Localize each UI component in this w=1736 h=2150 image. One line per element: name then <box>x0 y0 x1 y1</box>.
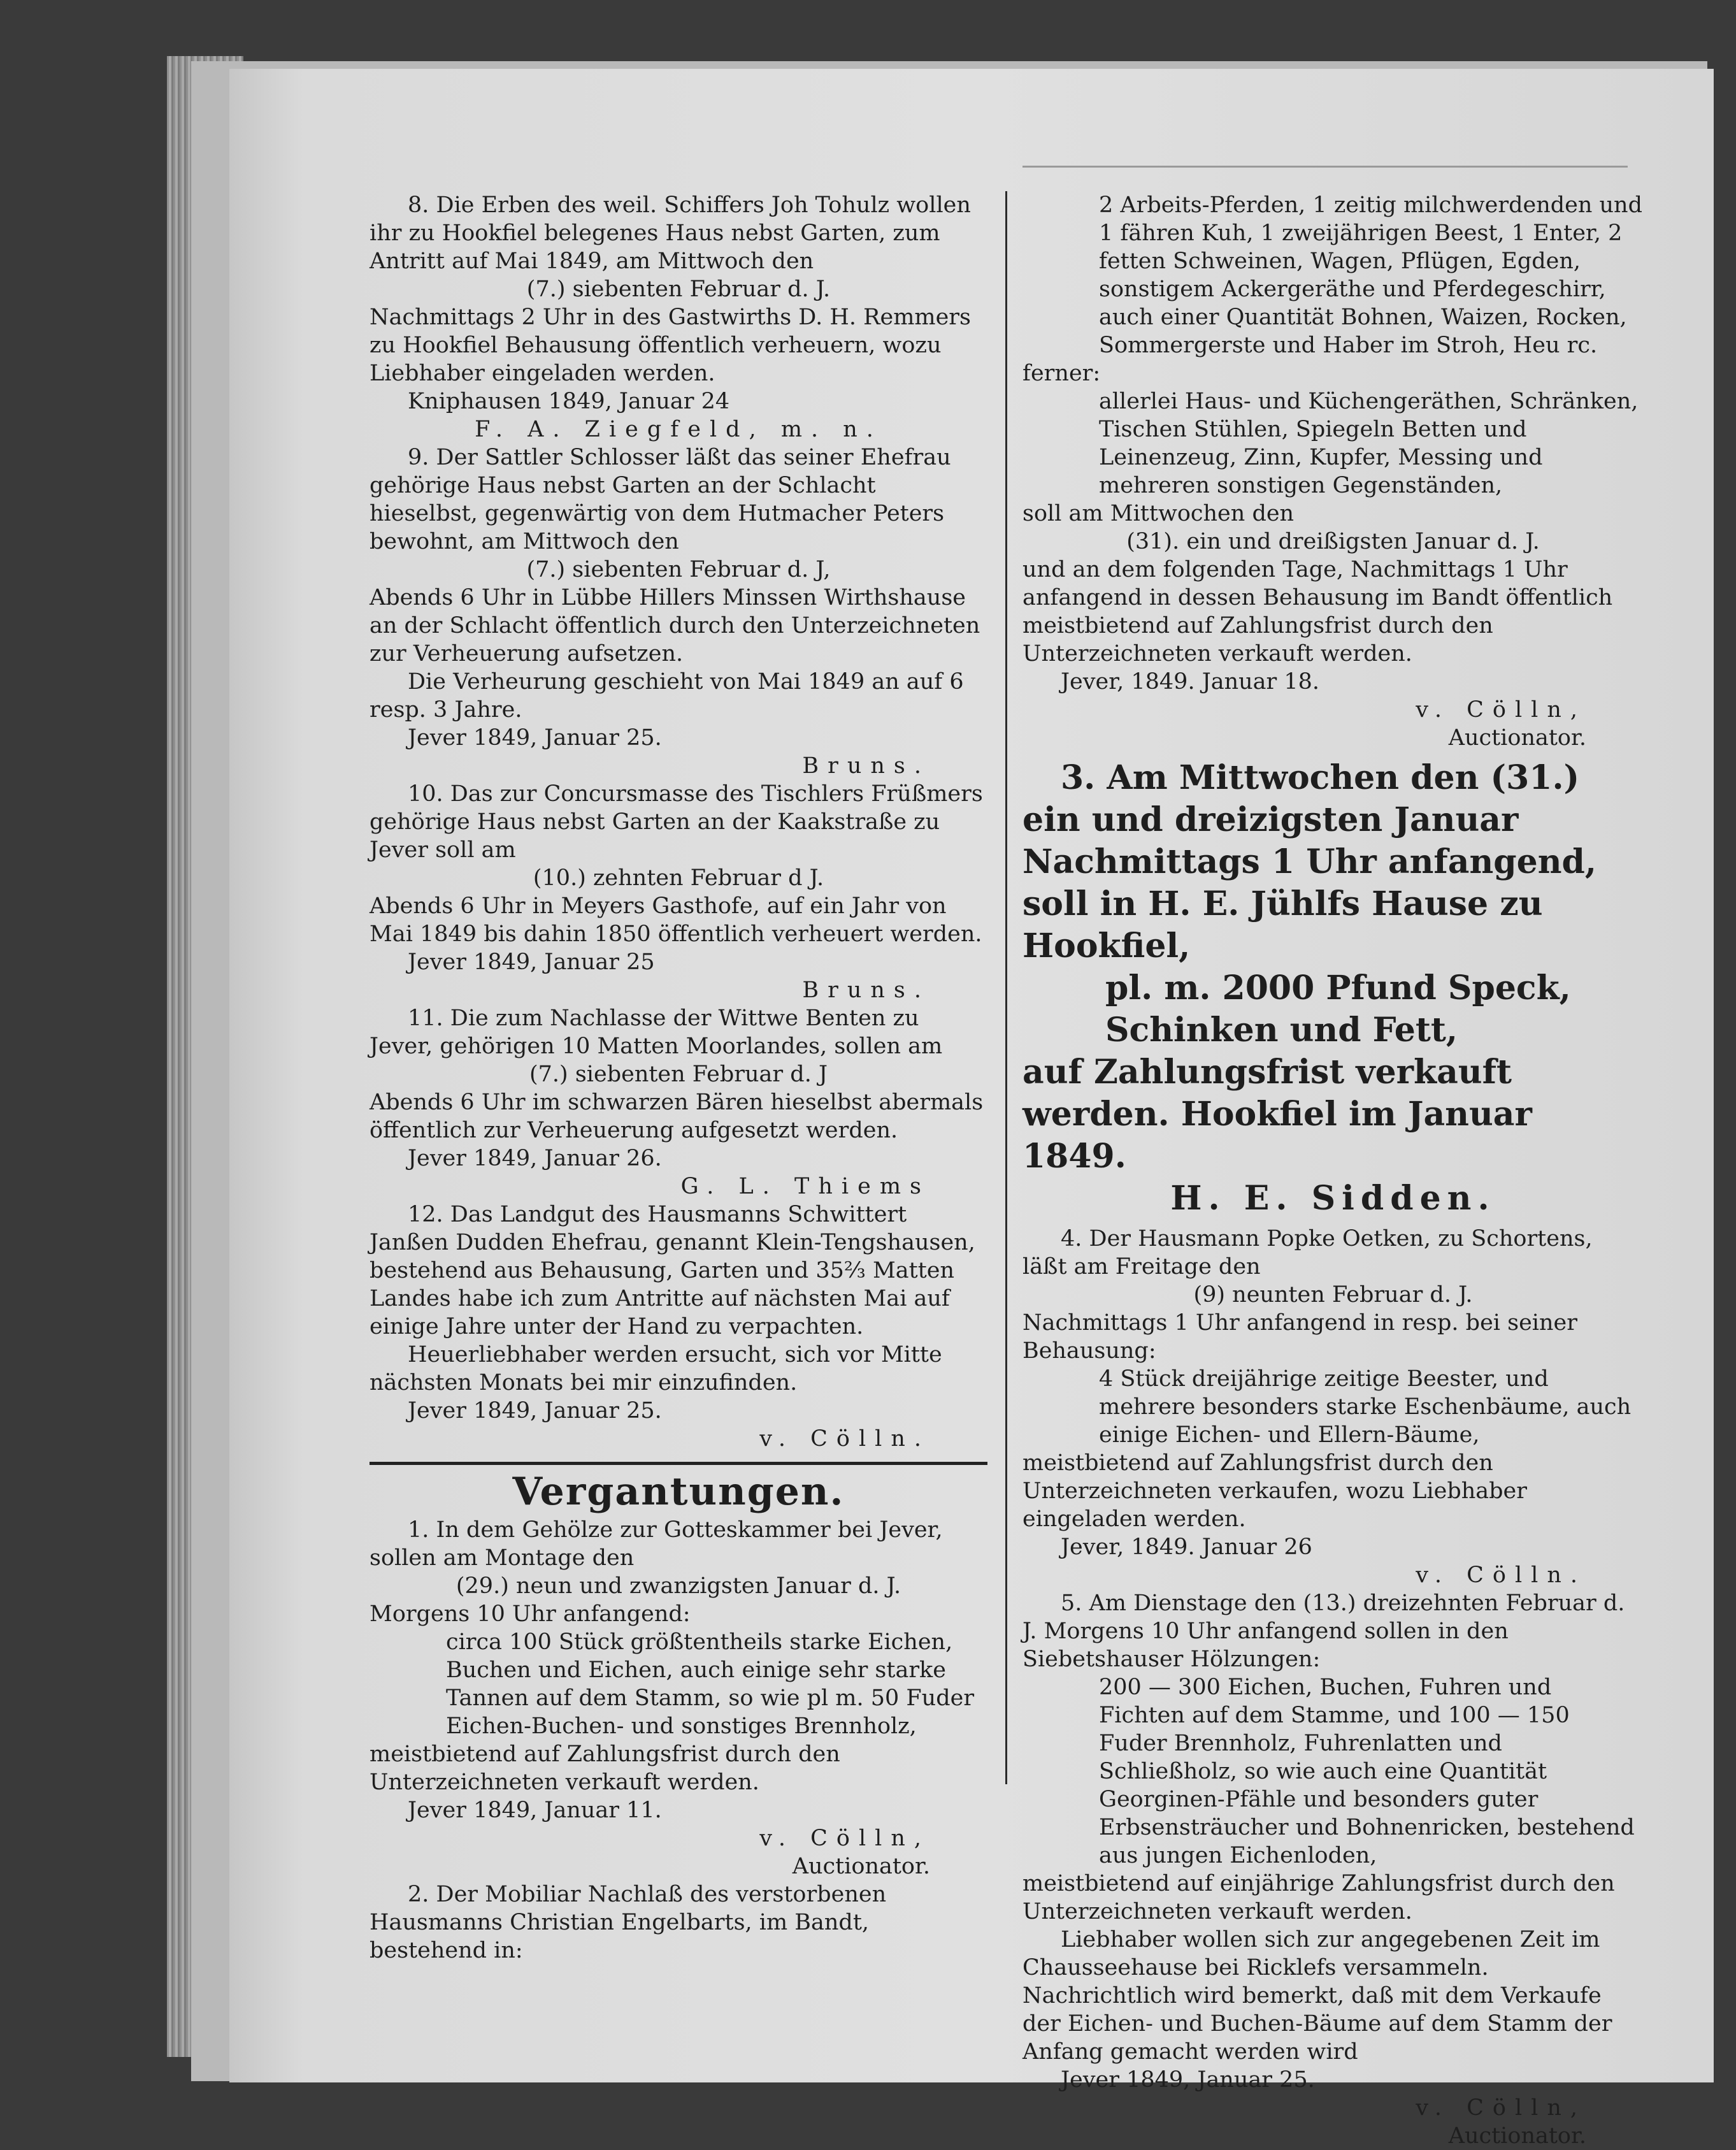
auction-2-text: soll am Mittwochen den <box>1022 501 1295 526</box>
notice-10-signature: Bruns. <box>802 978 930 1003</box>
notice-8-signature: F. A. Ziegfeld, m. n. <box>475 417 882 442</box>
auction-4-items: 4 Stück dreijährige zeitige Beester, und mehrere besonders starke Eschenbäume, auch einige Eichen- und Ellern-Bäume, <box>1099 1366 1632 1448</box>
notice-8-place-date: Kniphausen 1849, Januar 24 <box>408 389 730 414</box>
auction-2-date: (31). ein und dreißigsten Januar d. J. <box>1126 529 1540 554</box>
auction-5-items: 200 — 300 Eichen, Buchen, Fuhren und Fichten auf dem Stamme, und 100 — 150 Fuder Brennholz, Fuhrenlatten und Schließholz, so wie auch eine Quantität Georginen-Pfähle und besonders guter Erbsensträucher und Bohnenricken, bestehend aus jungen Eichenloden, <box>1099 1675 1635 1868</box>
auction-4-date: (9) neunten Februar d. J. <box>1193 1282 1473 1308</box>
notice-11-signature: G. L. Thiems <box>680 1174 930 1199</box>
notice-11-text-2: Abends 6 Uhr im schwarzen Bären hieselbst abermals öffentlich zur Verheuerung aufgesetzt werden. <box>369 1090 984 1143</box>
auction-4-place-date: Jever, 1849. Januar 26 <box>1061 1534 1312 1560</box>
auction-2-ferner: ferner: <box>1022 361 1101 386</box>
notice-10-place-date: Jever 1849, Januar 25 <box>408 949 655 975</box>
notice-10-text: 10. Das zur Concursmasse des Tischlers Früßmers gehörige Haus nebst Garten an der Kaakstraße zu Jever soll am <box>369 781 983 863</box>
auction-4-text-2: meistbietend auf Zahlungsfrist durch den Unterzeichneten verkaufen, wozu Liebhaber eingeladen werden. <box>1022 1450 1527 1532</box>
notice-9-text: 9. Der Sattler Schlosser läßt das seiner Ehefrau gehörige Haus nebst Garten an der Schlacht hieselbst, gegenwärtig von dem Hutmacher Peters bewohnt, am Mittwoch den <box>369 445 951 554</box>
auction-1-place-date: Jever 1849, Januar 11. <box>408 1798 662 1823</box>
auction-4-time: Nachmittags 1 Uhr anfangend in resp. bei seiner Behausung: <box>1022 1310 1577 1364</box>
notice-9-place-date: Jever 1849, Januar 25. <box>408 725 662 751</box>
auction-4-signature: v. Cölln. <box>1416 1562 1586 1588</box>
auction-2-title: Auctionator. <box>1448 725 1586 751</box>
auction-3-items: pl. m. 2000 Pfund Speck, Schinken und Fett, <box>1105 969 1571 1050</box>
notice-12-text: 12. Das Landgut des Hausmanns Schwittert Janßen Dudden Ehefrau, genannt Klein-Tengshausen, bestehend aus Behausung, Garten und 35⅔ Matten Landes habe ich zum Antritte auf nächsten Mai auf einige Jahre unter der Hand zu verpachten. <box>369 1202 975 1339</box>
auction-5-signature: v. Cölln, <box>1416 2095 1586 2121</box>
auction-2-text-2: und an dem folgenden Tage, Nachmittags 1 Uhr anfangend in dessen Behausung im Bandt öffentlich meistbietend auf Zahlungsfrist durch den Unterzeichneten verkauft werden. <box>1022 557 1613 667</box>
auction-3-text-2: auf Zahlungsfrist verkauft werden. Hookfiel im Januar 1849. <box>1022 1053 1532 1176</box>
auction-3-text: 3. Am Mittwochen den (31.) ein und dreizigsten Januar Nachmittags 1 Uhr anfangend, soll in H. E. Jühlfs Hause zu Hookfiel, <box>1022 758 1596 965</box>
right-column <box>1022 191 1644 2150</box>
auction-1-text: 1. In dem Gehölze zur Gotteskammer bei Jever, sollen am Montage den <box>369 1517 943 1571</box>
notice-10-date: (10.) zehnten Februar d J. <box>533 865 824 891</box>
auction-3-signature: H. E. Sidden. <box>1170 1179 1496 1218</box>
notice-10-text-2: Abends 6 Uhr in Meyers Gasthofe, auf ein Jahr von Mai 1849 bis dahin 1850 öffentlich verheuert werden. <box>369 893 982 947</box>
bleed-through-rule <box>1022 166 1628 168</box>
auction-2-text: 2. Der Mobiliar Nachlaß des verstorbenen Hausmanns Christian Engelbarts, im Bandt, bestehend in: <box>369 1882 887 1963</box>
notice-11-text: 11. Die zum Nachlasse der Wittwe Benten zu Jever, gehörigen 10 Matten Moorlandes, sollen am <box>369 1006 943 1059</box>
notice-12-signature: v. Cölln. <box>759 1426 930 1452</box>
notice-9-text-2: Abends 6 Uhr in Lübbe Hillers Minssen Wirthshause an der Schlacht öffentlich durch den Unterzeichneten zur Verheuerung aufsetzen. <box>369 585 980 667</box>
auction-1-title: Auctionator. <box>792 1854 930 1879</box>
auction-3-notice <box>1022 757 1644 1220</box>
auction-2-items: 2 Arbeits-Pferden, 1 zeitig milchwerdenden und 1 fähren Kuh, 1 zweijährigen Beest, 1 Enter, 2 fetten Schweinen, Wagen, Pflügen, Egden, sonstigem Ackergeräthe und Pferdegeschirr, auch einer Quantität Bohnen, Waizen, Rocken, Sommergerste und Haber im Stroh, Heu rc. <box>1099 192 1643 358</box>
notice-11-place-date: Jever 1849, Januar 26. <box>408 1146 662 1171</box>
section-heading: Vergantungen. <box>512 1469 845 1514</box>
notice-9-date: (7.) siebenten Februar d. J, <box>526 557 831 582</box>
auction-5-place-date: Jever 1849, Januar 25. <box>1061 2067 1315 2093</box>
auction-1-date: (29.) neun und zwanzigsten Januar d. J. <box>456 1573 901 1599</box>
auction-1-text-2: meistbietend auf Zahlungsfrist durch den Unterzeichneten verkauft werden. <box>369 1742 840 1795</box>
auction-5-text-3: Liebhaber wollen sich zur angegebenen Zeit im Chausseehause bei Ricklefs versammeln. Nachrichtlich wird bemerkt, daß mit dem Verkaufe der Eichen- und Buchen-Bäume auf dem Stamm der Anfang gemacht werden wird <box>1022 1927 1612 2065</box>
section-rule <box>369 1462 987 1465</box>
left-column <box>369 191 987 1965</box>
notice-12-text-2: Heuerliebhaber werden ersucht, sich vor Mitte nächsten Monats bei mir einzufinden. <box>369 1342 942 1396</box>
notice-12-place-date: Jever 1849, Januar 25. <box>408 1398 662 1424</box>
auction-5-text: 5. Am Dienstage den (13.) dreizehnten Februar d. J. Morgens 10 Uhr anfangend sollen in den Siebetshauser Hölzungen: <box>1022 1591 1625 1672</box>
notice-8-text-2: Nachmittags 2 Uhr in des Gastwirths D. H. Remmers zu Hookfiel Behausung öffentlich verheuern, wozu Liebhaber eingeladen werden. <box>369 305 971 386</box>
auction-1-items: circa 100 Stück größtentheils starke Eichen, Buchen und Eichen, auch einige sehr starke Tannen auf dem Stamm, so wie pl m. 50 Fuder Eichen-Buchen- und sonstiges Brennholz, <box>446 1629 975 1739</box>
auction-2-place-date: Jever, 1849. Januar 18. <box>1061 669 1320 695</box>
auction-1-time: Morgens 10 Uhr anfangend: <box>369 1601 691 1627</box>
auction-2-items-2: allerlei Haus- und Küchengeräthen, Schränken, Tischen Stühlen, Spiegeln Betten und Leinenzeug, Zinn, Kupfer, Messing und mehreren sonstigen Gegenständen, <box>1099 389 1639 498</box>
notice-9-signature: Bruns. <box>802 753 930 779</box>
auction-5-title: Auctionator. <box>1448 2123 1586 2149</box>
auction-1-signature: v. Cölln, <box>759 1826 930 1851</box>
notice-8-text: 8. Die Erben des weil. Schiffers Joh Tohulz wollen ihr zu Hookfiel belegenes Haus nebst Garten, zum Antritt auf Mai 1849, am Mittwoch den <box>369 192 971 274</box>
notice-8-date: (7.) siebenten Februar d. J. <box>526 277 831 302</box>
auction-2-signature: v. Cölln, <box>1416 697 1586 723</box>
notice-11-date: (7.) siebenten Februar d. J <box>529 1062 828 1087</box>
auction-4-text: 4. Der Hausmann Popke Oetken, zu Schortens, läßt am Freitage den <box>1022 1226 1593 1280</box>
notice-9-text-3: Die Verheurung geschieht von Mai 1849 an auf 6 resp. 3 Jahre. <box>369 669 964 723</box>
auction-5-text-2: meistbietend auf einjährige Zahlungsfrist durch den Unterzeichneten verkauft werden. <box>1022 1871 1615 1924</box>
column-divider <box>1005 191 1007 1784</box>
